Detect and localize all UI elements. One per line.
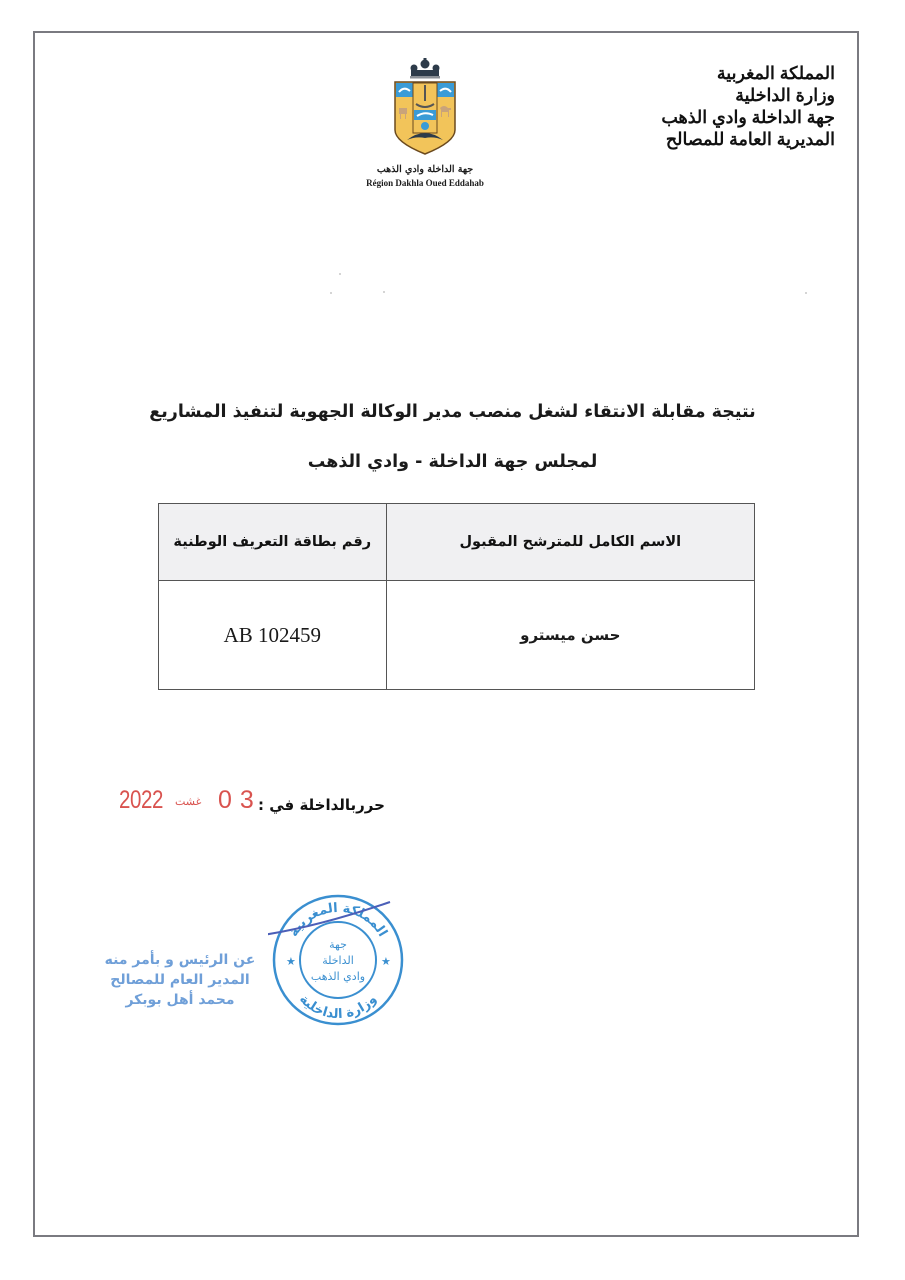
signature-block xyxy=(80,950,280,1010)
logo-caption-french: Région Dakhla Oued Eddahab xyxy=(366,178,484,188)
letterhead-region: جهة الداخلة وادي الذهب xyxy=(661,107,835,127)
results-table xyxy=(158,503,755,690)
region-logo xyxy=(355,58,495,188)
table-header-row xyxy=(159,504,755,581)
logo-caption-arabic: جهة الداخلة وادي الذهب xyxy=(376,164,474,175)
scan-speck xyxy=(330,292,332,294)
signature-line-1: عن الرئيس و بأمر منه xyxy=(104,952,256,968)
seal-arc-top-text: المملكة المغربية xyxy=(286,900,390,940)
coat-of-arms-icon xyxy=(390,58,460,158)
date-stamp-month: غشت xyxy=(175,796,202,808)
seal-star-icon: ★ xyxy=(286,955,296,968)
signature-line-2: المدير العام للمصالح xyxy=(110,972,250,988)
official-seal xyxy=(268,890,408,1030)
scan-speck xyxy=(383,291,385,293)
header-national-id: رقم بطاقة التعريف الوطنية xyxy=(159,504,387,581)
seal-star-icon: ★ xyxy=(381,955,391,968)
cell-national-id: AB 102459 xyxy=(159,581,387,690)
scan-speck xyxy=(805,292,807,294)
header-full-name: الاسم الكامل للمترشح المقبول xyxy=(386,504,754,581)
letterhead xyxy=(575,62,835,150)
seal-arc-bottom-text: وزارة الداخلية xyxy=(296,991,380,1023)
signature-line-3: محمد أهل بوبكر xyxy=(125,992,235,1008)
document-title xyxy=(100,398,805,476)
cell-full-name: حسن ميسترو xyxy=(386,581,754,690)
title-line-1: نتيجة مقابلة الانتقاء لشغل منصب مدير الوكالة الجهوية لتنفيذ المشاريع xyxy=(149,402,756,422)
letterhead-directorate: المديرية العامة للمصالح xyxy=(665,129,835,149)
date-stamp xyxy=(119,786,262,815)
seal-inner-line-2: الداخلة xyxy=(322,954,354,967)
crown-icon xyxy=(410,58,440,79)
date-stamp-day: 03 xyxy=(218,786,262,814)
table-row xyxy=(159,581,755,690)
date-label: حرربالداخلة في : xyxy=(258,796,385,814)
title-line-2: لمجلس جهة الداخلة - وادي الذهب xyxy=(307,452,598,472)
date-stamp-year: 2022 xyxy=(119,786,163,814)
scan-speck xyxy=(339,273,341,275)
seal-inner-line-1: جهة xyxy=(329,938,347,951)
letterhead-kingdom: المملكة المغربية xyxy=(716,63,835,83)
seal-inner-line-3: وادي الذهب xyxy=(310,970,366,983)
letterhead-ministry: وزارة الداخلية xyxy=(735,85,835,105)
